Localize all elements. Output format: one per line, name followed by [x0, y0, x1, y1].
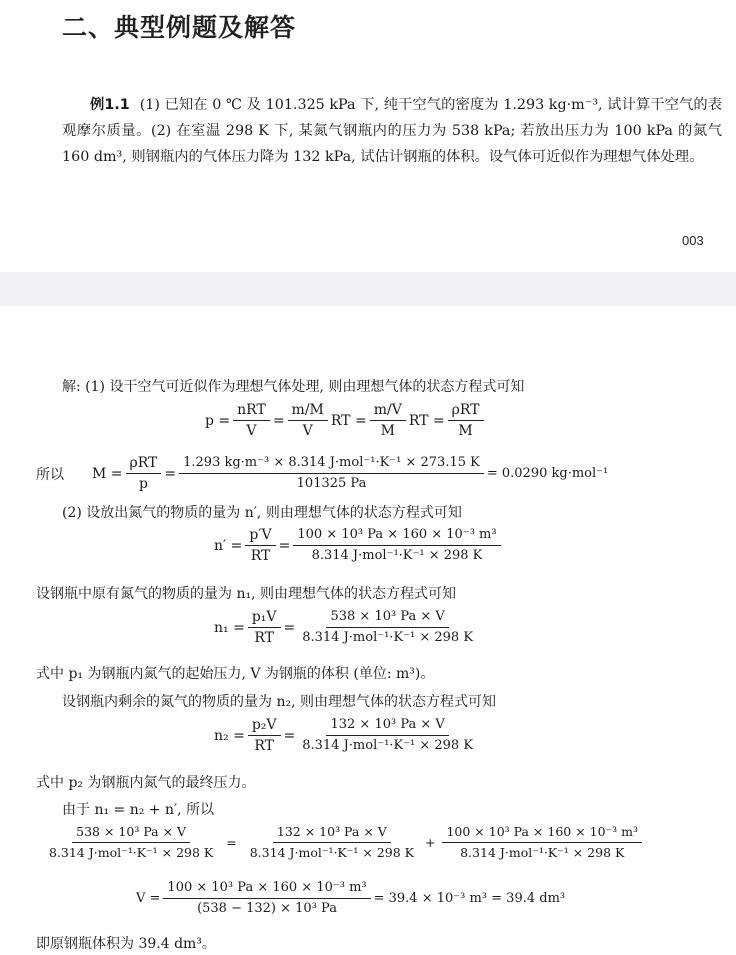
- n1-text: 设钢瓶中原有氮气的物质的量为 n₁, 则由理想气体的状态方程式可知: [36, 586, 456, 602]
- page-separator: [0, 272, 736, 306]
- page-bottom: [0, 306, 736, 955]
- equation-7: V = $\frac{\text{100 × 10³ Pa × 160 × 10⁻³ m³}}{\text{(538 − 132) × 10³ Pa}}$ = 39.4 × 10⁻³ m³ = 39.4 dm³: [136, 880, 566, 916]
- equation-5: n₂ = $\frac{\text{p₂V}}{RT}$ = $\frac{\text{132 × 10³ Pa × V}}{\text{8.314 J·mol⁻¹·K⁻¹ × 298 K}}$: [214, 717, 474, 754]
- equation-4: n₁ = $\frac{\text{p₁V}}{RT}$ = $\frac{\text{538 × 10³ Pa × V}}{\text{8.314 J·mol⁻¹·K⁻¹ × 298 K}}$: [214, 609, 474, 646]
- p1-text: 式中 p₁ 为钢瓶内氮气的起始压力, V 为钢瓶的体积 (单位: m³)。: [36, 666, 435, 682]
- equation-3: n′ = $\frac{p'V}{RT}$ = $\frac{\text{100 × 10³ Pa × 160 × 10⁻³ m³}}{\text{8.314 J·mol⁻¹·K⁻¹ × 298 K}}$: [214, 527, 504, 564]
- equation-6: $\frac{\text{538 × 10³ Pa × V}}{\text{8.314 J·mol⁻¹·K⁻¹ × 298 K}}$ = $\frac{\text{132 × 10³ Pa × V}}{\text{8.314 J·mol⁻¹·K⁻¹ × 298 K}}$ + $\frac{\text{100 × 10³ Pa × 160 × 10⁻³ m³}}{\text{8.314 J·mol⁻¹·K⁻¹ × 298 K}}$: [42, 824, 645, 861]
- equation-1: p = $\frac{\text{nRT}}{V}$ = $\frac{m/M}{V}$ RT = $\frac{m/V}{M}$ RT = $\frac{\text{ρRT}}{M}$: [205, 402, 487, 439]
- page-number: 003: [682, 233, 704, 248]
- part2-text: (2) 设放出氮气的物质的量为 n′, 则由理想气体的状态方程式可知: [62, 505, 462, 521]
- final-answer: 即原钢瓶体积为 39.4 dm³。: [36, 936, 216, 952]
- example-problem: [62, 92, 722, 170]
- page-top: [0, 0, 736, 272]
- equation-2: 所以 M = $\frac{\text{ρRT}}{p}$ = $\frac{\text{1.293 kg·m⁻³ × 8.314 J·mol⁻¹·K⁻¹ × 273.15 K}}{101325 Pa}$ = 0.0290 kg·mol⁻¹: [36, 455, 609, 492]
- solution-intro: 解: (1) 设干空气可近似作为理想气体处理, 则由理想气体的状态方程式可知: [62, 379, 525, 395]
- n2-text: 设钢瓶内剩余的氮气的物质的量为 n₂, 则由理想气体的状态方程式可知: [62, 694, 496, 710]
- example-label: 例1.1: [90, 97, 130, 113]
- p2-text: 式中 p₂ 为钢瓶内氮气的最终压力。: [36, 775, 256, 791]
- since-text: 由于 n₁ = n₂ + n′, 所以: [62, 802, 215, 818]
- section-heading: 二、典型例题及解答: [62, 13, 297, 42]
- example-text: (1) 已知在 0 ℃ 及 101.325 kPa 下, 纯干空气的密度为 1.293 kg·m⁻³, 试计算干空气的表观摩尔质量。(2) 在室温 298 K 下, 某氮气钢瓶内的压力为 538 kPa; 若放出压力为 100 kPa 的氮气 160 dm³, 则钢瓶内的气体压力降为 132 kPa, 试估计钢瓶的体积。设气体可近似作为理想气体处理。: [62, 97, 723, 165]
